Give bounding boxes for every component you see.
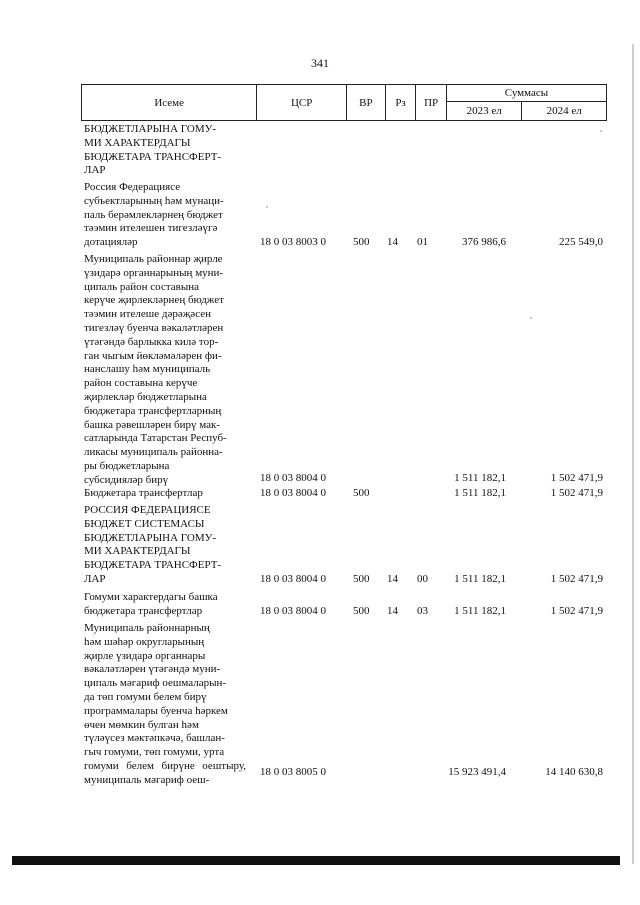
scan-speck [600,130,602,132]
scan-speck [530,317,532,319]
row-sum-2024: 225 549,0 [559,236,603,248]
header-year-2023: 2023 ел [446,102,521,121]
row-pr: 00 [417,573,428,585]
row-name: Россия Федерациясе субъектларының һәм мунаци- паль берәмлекләрнең бюджет тәэмин ителешен тигезләүгә дотацияләр [84,181,224,249]
row-name: Муниципаль районнар җирле үзидарә органнарының муни- ципаль район составына керүче җирлекләрнең бюджет тәэмин ителеше дәрәҗәсен тигезләү буенча вәкаләтләрен үтәгәндә барлыкка килә тор- ган чыгым йөкләмәләрен фи- нанслашу һәм муниципаль район составына керүче җирлекләр бюджетларына бюджетара трансфертларның башка рәвешләрен бирү мак- сатларында Татарстан Респуб- ликасы муниципаль районна- ры бюджетларына субсидияләр бирү [84,253,227,486]
row-sum-2023: 15 923 491,4 [448,766,506,778]
row-vr: 500 [353,236,370,248]
row-csr: 18 0 03 8004 0 [260,605,326,617]
row-vr: 500 [353,487,370,499]
header-pr: ПР [416,85,447,121]
scan-bottom-bar [12,856,620,865]
scan-speck [266,206,268,208]
row-sum-2024: 1 502 471,9 [550,605,603,617]
header-year-2024: 2024 ел [522,102,607,121]
row-sum-2024: 1 502 471,9 [550,472,603,484]
scan-edge [632,44,634,864]
row-sum-2024: 1 502 471,9 [550,487,603,499]
row-csr: 18 0 03 8004 0 [260,573,326,585]
row-name: БЮДЖЕТЛАРЫНА ГОМУ- МИ ХАРАКТЕРДАГЫ БЮДЖЕТАРА ТРАНСФЕРТ- ЛАР [84,123,222,177]
row-sum-2023: 376 986,6 [462,236,506,248]
page-number: 341 [311,56,329,70]
row-csr: 18 0 03 8004 0 [260,487,326,499]
row-sum-2023: 1 511 182,1 [454,605,506,617]
table-header [81,84,607,121]
row-sum-2024: 1 502 471,9 [550,573,603,585]
header-name: Исеме [82,85,257,121]
row-rz: 14 [387,573,398,585]
row-sum-2024: 14 140 630,8 [545,766,603,778]
row-sum-2023: 1 511 182,1 [454,487,506,499]
row-csr: 18 0 03 8003 0 [260,236,326,248]
row-sum-2023: 1 511 182,1 [454,472,506,484]
header-csr: ЦСР [257,85,347,121]
header-vr: ВР [347,85,386,121]
row-name: Муниципаль районнарның һәм шәһәр округларының җирле үзидарә органнары вәкаләтләрен үтәгәндә муни- ципаль мәгариф оешмаларын- да төп гомуми белем бирү программалары буенча һәркем өчен мөмкин булган һәм түләүсез мәктәпкәчә, башлан- гыч гомуми, төп гомуми, урта гомуми белем бирүне оештыру, муниципаль мәгариф оеш- [84,622,246,786]
header-sum: Суммасы [446,85,606,102]
row-vr: 500 [353,573,370,585]
row-pr: 01 [417,236,428,248]
row-name: Гомуми характердагы башка бюджетара трансфертлар [84,591,218,617]
row-pr: 03 [417,605,428,617]
row-name: Бюджетара трансфертлар [84,487,203,499]
row-rz: 14 [387,236,398,248]
row-sum-2023: 1 511 182,1 [454,573,506,585]
header-rz: Рз [385,85,416,121]
row-name: РОССИЯ ФЕДЕРАЦИЯСЕ БЮДЖЕТ СИСТЕМАСЫ БЮДЖЕТЛАРЫНА ГОМУ- МИ ХАРАКТЕРДАГЫ БЮДЖЕТАРА ТРАНСФЕРТ- ЛАР [84,504,222,585]
row-vr: 500 [353,605,370,617]
row-csr: 18 0 03 8005 0 [260,766,326,778]
row-rz: 14 [387,605,398,617]
row-csr: 18 0 03 8004 0 [260,472,326,484]
